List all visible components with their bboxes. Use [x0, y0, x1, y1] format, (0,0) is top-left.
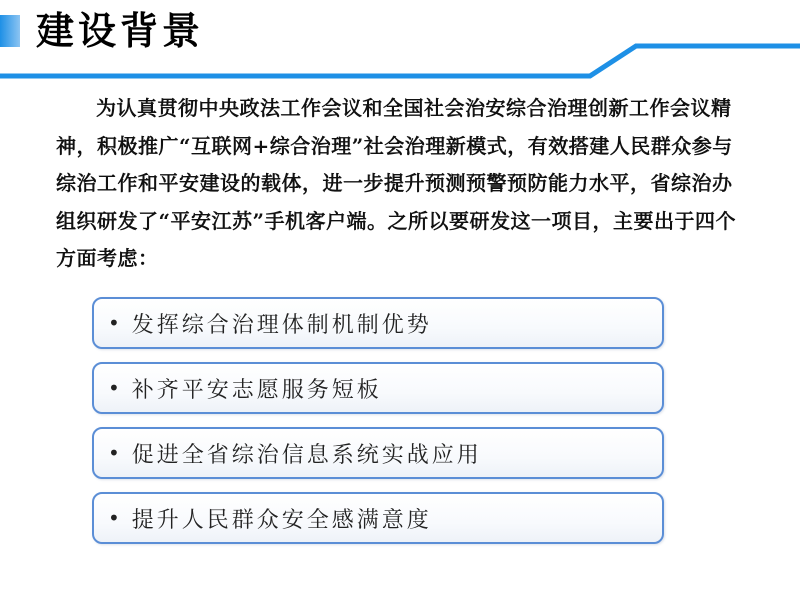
bullet-icon: • [108, 311, 120, 335]
bullet-icon: • [108, 376, 120, 400]
reason-label: 促进全省综治信息系统实战应用 [131, 442, 482, 468]
reason-item [92, 492, 664, 544]
intro-paragraph: 为认真贯彻中央政法工作会议和全国社会治安综合治理创新工作会议精神，积极推广“互联网+综合治理”社会治理新模式，有效搭建人民群众参与综治工作和平安建设的载体，进一步提升预测预警预防能力水平，省综治办组织研发了“平安江苏”手机客户端。之所以要研发这一项目，主要出于四个方面考虑： [56, 96, 737, 270]
reason-item [92, 297, 664, 349]
reasons-list [92, 297, 664, 557]
bullet-icon: • [108, 441, 120, 465]
page-title: 建设背景 [36, 8, 205, 53]
reason-label: 提升人民群众安全感满意度 [131, 507, 432, 533]
reason-item [92, 362, 664, 414]
bullet-icon: • [108, 506, 120, 530]
reason-item [92, 427, 664, 479]
reason-label: 发挥综合治理体制机制优势 [131, 312, 432, 338]
reason-label: 补齐平安志愿服务短板 [131, 377, 382, 403]
header-divider-line [0, 0, 800, 90]
header [0, 0, 800, 90]
